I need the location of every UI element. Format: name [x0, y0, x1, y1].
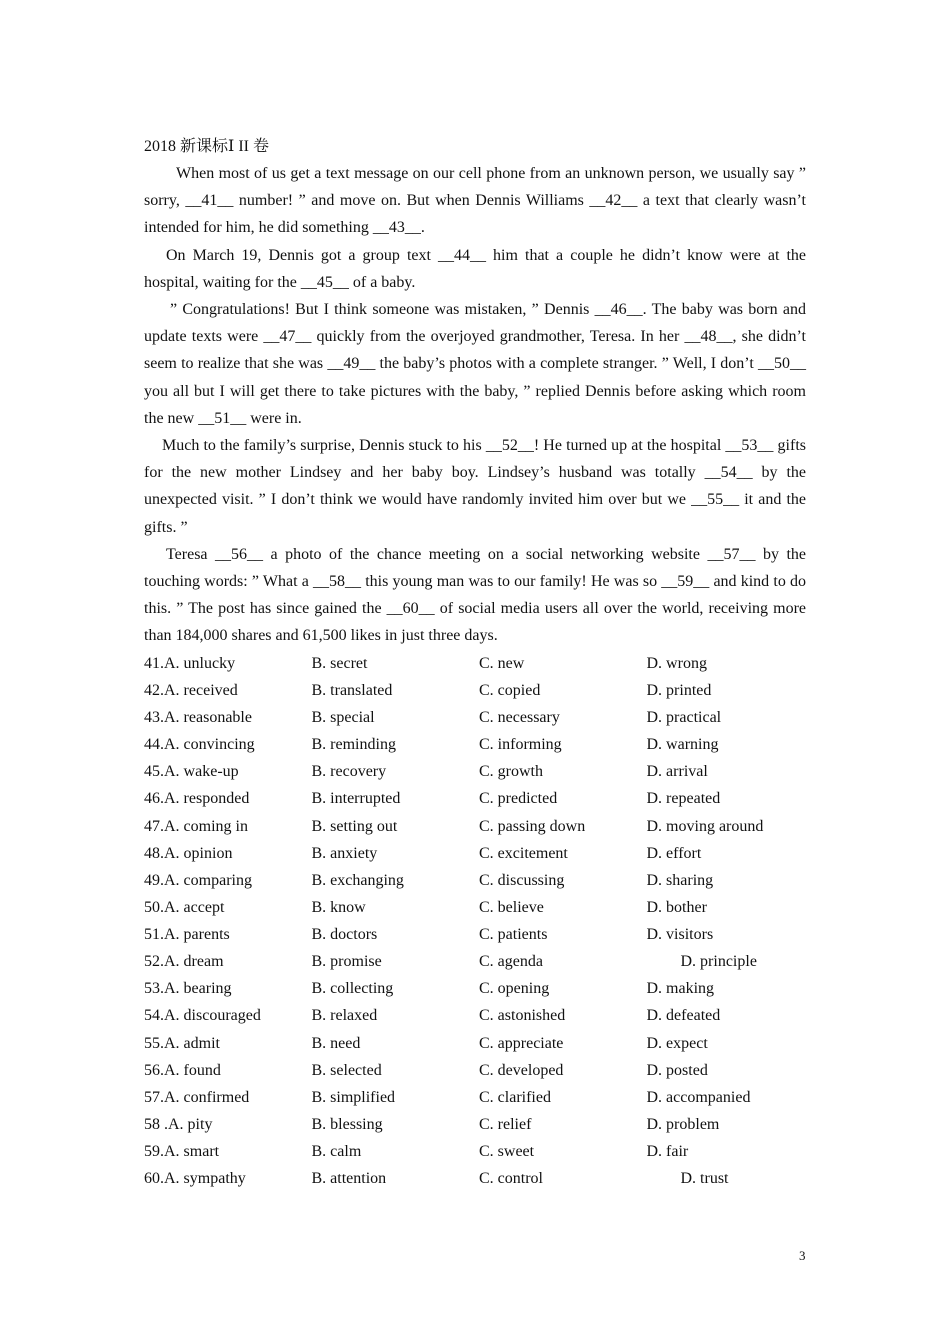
- option-b: B. need: [311, 1034, 361, 1052]
- exam-title: 2018 新课标Ⅰ II 卷: [144, 138, 269, 155]
- option-b: B. setting out: [311, 817, 398, 835]
- option-a: 49.A. comparing: [144, 871, 252, 889]
- question-50-options: [144, 894, 806, 921]
- option-c: C. growth: [479, 763, 543, 781]
- option-b: B. secret: [311, 654, 368, 672]
- option-d: D. problem: [646, 1116, 720, 1134]
- option-c: C. sweet: [479, 1143, 535, 1161]
- option-b: B. relaxed: [311, 1007, 378, 1025]
- cloze-passage: [144, 160, 806, 650]
- option-a: 58 .A. pity: [144, 1116, 213, 1134]
- option-b: B. anxiety: [311, 844, 378, 862]
- option-d: D. fair: [646, 1143, 689, 1161]
- question-49-options: [144, 867, 806, 894]
- question-41-options: [144, 650, 806, 677]
- option-d: D. sharing: [646, 871, 714, 889]
- option-c: C. relief: [479, 1116, 532, 1134]
- option-b: B. reminding: [311, 736, 396, 754]
- option-a: 59.A. smart: [144, 1143, 220, 1161]
- question-45-options: [144, 758, 806, 785]
- option-c: C. excitement: [479, 844, 568, 862]
- option-a: 54.A. discouraged: [144, 1007, 261, 1025]
- question-47-options: [144, 813, 806, 840]
- option-c: C. necessary: [479, 708, 560, 726]
- option-d: D. practical: [646, 708, 722, 726]
- question-57-options: [144, 1084, 806, 1111]
- option-a: 41.A. unlucky: [144, 654, 236, 672]
- option-c: C. informing: [479, 736, 562, 754]
- option-c: C. developed: [479, 1061, 564, 1079]
- option-b: B. special: [311, 708, 375, 726]
- option-b: B. selected: [311, 1061, 382, 1079]
- option-c: C. patients: [479, 926, 548, 944]
- option-d: D. bother: [646, 898, 707, 916]
- document-page: [144, 134, 806, 1192]
- option-a: 47.A. coming in: [144, 817, 248, 835]
- page-number: 3: [799, 1248, 806, 1263]
- question-43-options: [144, 704, 806, 731]
- question-48-options: [144, 840, 806, 867]
- option-a: 46.A. responded: [144, 790, 250, 808]
- option-c: C. agenda: [479, 953, 543, 971]
- question-58-options: [144, 1111, 806, 1138]
- option-a: 42.A. received: [144, 681, 238, 699]
- option-d: D. printed: [646, 681, 712, 699]
- option-d: D. effort: [646, 844, 702, 862]
- option-c: C. predicted: [479, 790, 558, 808]
- option-d: D. expect: [646, 1034, 708, 1052]
- option-c: C. clarified: [479, 1088, 551, 1106]
- question-42-options: [144, 677, 806, 704]
- option-a: 60.A. sympathy: [144, 1170, 246, 1188]
- option-c: C. copied: [479, 681, 541, 699]
- option-b: B. collecting: [311, 980, 394, 998]
- option-a: 52.A. dream: [144, 953, 224, 971]
- question-46-options: [144, 785, 806, 812]
- passage-paragraph-3: ” Congratulations! But I think someone was mistaken, ” Dennis __46__. The baby was born and update texts were __47__ quickly from the overjoyed grandmother, Teresa. In her __48__, she didn’t seem to realize that she was __49__ the baby’s photos with a complete stranger. ” Well, I don’t __50__ you all but I will get there to take pictures with the baby, ” replied Dennis before asking which room the new __51__ were in.: [144, 301, 806, 427]
- option-d: D. warning: [646, 736, 719, 754]
- option-d: D. trust: [680, 1170, 729, 1188]
- option-d: D. repeated: [646, 790, 721, 808]
- option-d: D. posted: [646, 1061, 708, 1079]
- option-b: B. interrupted: [311, 790, 401, 808]
- option-a: 51.A. parents: [144, 926, 230, 944]
- option-a: 48.A. opinion: [144, 844, 233, 862]
- option-b: B. doctors: [311, 926, 378, 944]
- option-b: B. exchanging: [311, 871, 404, 889]
- option-c: C. new: [479, 654, 525, 672]
- passage-paragraph-2: On March 19, Dennis got a group text __44__ him that a couple he didn’t know were at the hospital, waiting for the __45__ of a baby.: [144, 246, 806, 291]
- option-c: C. astonished: [479, 1007, 566, 1025]
- question-56-options: [144, 1057, 806, 1084]
- passage-paragraph-5: Teresa __56__ a photo of the chance meeting on a social networking website __57__ by the touching words: ” What a __58__ this young man was to our family! He was so __59__ and kind to do this. ” The post has since gained the __60__ of social media users all over the world, receiving more than 184,000 shares and 61,500 likes in just three days.: [144, 545, 806, 645]
- question-53-options: [144, 975, 806, 1002]
- passage-paragraph-4: Much to the family’s surprise, Dennis stuck to his __52__! He turned up at the hospital __53__ gifts for the new mother Lindsey and her baby boy. Lindsey’s husband was totally __54__ by the unexpected visit. ” I don’t think we would have randomly invited him over but we __55__ it and the gifts. ”: [144, 437, 806, 536]
- option-b: B. attention: [311, 1170, 387, 1188]
- option-d: D. wrong: [646, 654, 707, 672]
- option-d: D. accompanied: [646, 1088, 751, 1106]
- option-b: B. calm: [311, 1143, 362, 1161]
- question-59-options: [144, 1138, 806, 1165]
- passage-paragraph-1: When most of us get a text message on our cell phone from an unknown person, we usually say ” sorry, __41__ number! ” and move on. But when Dennis Williams __42__ a text that clearly wasn’t intended for him, he did something __43__.: [144, 165, 806, 237]
- question-51-options: [144, 921, 806, 948]
- option-b: B. blessing: [311, 1116, 383, 1134]
- option-a: 50.A. accept: [144, 898, 225, 916]
- option-b: B. simplified: [311, 1088, 396, 1106]
- option-a: 43.A. reasonable: [144, 708, 252, 726]
- question-52-options: [144, 948, 806, 975]
- answer-options-list: [144, 650, 806, 1193]
- question-44-options: [144, 731, 806, 758]
- option-a: 56.A. found: [144, 1061, 221, 1079]
- question-55-options: [144, 1030, 806, 1057]
- option-a: 45.A. wake-up: [144, 763, 239, 781]
- option-c: C. passing down: [479, 817, 586, 835]
- option-c: C. believe: [479, 898, 544, 916]
- option-d: D. principle: [680, 953, 757, 971]
- option-d: D. visitors: [646, 926, 714, 944]
- option-c: C. discussing: [479, 871, 565, 889]
- option-d: D. moving around: [646, 817, 764, 835]
- option-c: C. appreciate: [479, 1034, 564, 1052]
- option-a: 55.A. admit: [144, 1034, 220, 1052]
- option-d: D. making: [646, 980, 715, 998]
- option-b: B. promise: [311, 953, 382, 971]
- question-54-options: [144, 1002, 806, 1029]
- option-a: 57.A. confirmed: [144, 1088, 250, 1106]
- option-a: 44.A. convincing: [144, 736, 255, 754]
- option-d: D. defeated: [646, 1007, 721, 1025]
- option-c: C. control: [479, 1170, 543, 1188]
- option-b: B. recovery: [311, 763, 387, 781]
- option-b: B. know: [311, 898, 366, 916]
- option-d: D. arrival: [646, 763, 708, 781]
- option-b: B. translated: [311, 681, 393, 699]
- option-a: 53.A. bearing: [144, 980, 232, 998]
- option-c: C. opening: [479, 980, 550, 998]
- question-60-options: [144, 1165, 806, 1192]
